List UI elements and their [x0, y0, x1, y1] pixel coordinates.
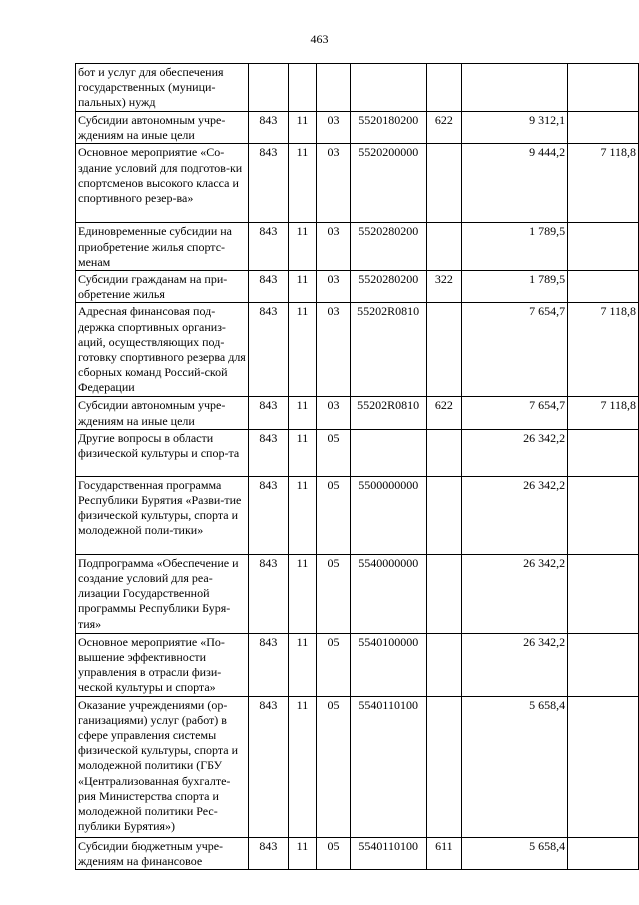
- cell-section: 11: [288, 476, 317, 554]
- cell-section: [288, 64, 317, 112]
- cell-vr: [426, 429, 462, 476]
- cell-name: Субсидии автономным учре-ждениям на иные цели: [76, 397, 249, 429]
- table-row: [76, 223, 639, 271]
- cell-amount: 26 342,2: [462, 554, 568, 633]
- cell-federal: [568, 223, 639, 271]
- table-row: [76, 64, 639, 112]
- cell-subsection: [317, 64, 351, 112]
- cell-federal: [568, 696, 639, 837]
- cell-amount: 9 444,2: [462, 144, 568, 223]
- cell-amount: 1 789,5: [462, 271, 568, 303]
- cell-amount: 26 342,2: [462, 633, 568, 696]
- cell-federal: [568, 112, 639, 144]
- cell-admin: 843: [249, 429, 289, 476]
- cell-section: 11: [288, 223, 317, 271]
- cell-amount: 1 789,5: [462, 223, 568, 271]
- cell-section: 11: [288, 696, 317, 837]
- cell-name: Государственная программа Республики Бурятия «Разви-тие физической культуры, спорта и молодежной поли-тики»: [76, 476, 249, 554]
- cell-amount: 7 654,7: [462, 303, 568, 397]
- cell-name: Субсидии гражданам на при-обретение жилья: [76, 271, 249, 303]
- cell-target: 5520280200: [350, 223, 426, 271]
- cell-subsection: 05: [317, 554, 351, 633]
- cell-name: Другие вопросы в области физической культуры и спор-та: [76, 429, 249, 476]
- cell-federal: [568, 554, 639, 633]
- cell-name: Субсидии автономным учре-ждениям на иные цели: [76, 112, 249, 144]
- cell-target: 5500000000: [350, 476, 426, 554]
- cell-name: Субсидии бюджетным учре-ждениям на финансовое: [76, 837, 249, 869]
- cell-section: 11: [288, 112, 317, 144]
- cell-admin: 843: [249, 303, 289, 397]
- cell-target: [350, 429, 426, 476]
- cell-federal: 7 118,8: [568, 303, 639, 397]
- cell-vr: [426, 303, 462, 397]
- cell-target: 5540000000: [350, 554, 426, 633]
- cell-amount: 7 654,7: [462, 397, 568, 429]
- cell-admin: 843: [249, 271, 289, 303]
- cell-federal: [568, 837, 639, 869]
- table-row: [76, 476, 639, 554]
- cell-admin: 843: [249, 633, 289, 696]
- cell-federal: [568, 476, 639, 554]
- cell-name: Единовременные субсидии на приобретение жилья спортс-менам: [76, 223, 249, 271]
- cell-vr: [426, 144, 462, 223]
- cell-subsection: 05: [317, 476, 351, 554]
- table-row: [76, 303, 639, 397]
- cell-subsection: 05: [317, 837, 351, 869]
- cell-target: 5540110100: [350, 696, 426, 837]
- cell-vr: [426, 64, 462, 112]
- cell-vr: [426, 696, 462, 837]
- table-row: [76, 554, 639, 633]
- cell-name: Подпрограмма «Обеспечение и создание условий для реа-лизации Государственной программы Республики Буря-тия»: [76, 554, 249, 633]
- cell-admin: 843: [249, 112, 289, 144]
- cell-target: 55202R0810: [350, 303, 426, 397]
- cell-section: 11: [288, 429, 317, 476]
- cell-section: 11: [288, 397, 317, 429]
- table-row: [76, 837, 639, 869]
- cell-vr: [426, 633, 462, 696]
- cell-target: [350, 64, 426, 112]
- cell-admin: 843: [249, 223, 289, 271]
- cell-amount: 26 342,2: [462, 476, 568, 554]
- cell-admin: 843: [249, 837, 289, 869]
- cell-vr: [426, 554, 462, 633]
- budget-table: [75, 63, 639, 870]
- table-row: [76, 144, 639, 223]
- cell-vr: 622: [426, 397, 462, 429]
- cell-name: Основное мероприятие «По-вышение эффективности управления в отрасли физи-ческой культуры и спорта»: [76, 633, 249, 696]
- cell-admin: [249, 64, 289, 112]
- cell-federal: [568, 271, 639, 303]
- cell-vr: 611: [426, 837, 462, 869]
- cell-subsection: 05: [317, 633, 351, 696]
- cell-vr: 622: [426, 112, 462, 144]
- cell-target: 5520180200: [350, 112, 426, 144]
- cell-amount: 5 658,4: [462, 696, 568, 837]
- cell-amount: 5 658,4: [462, 837, 568, 869]
- cell-section: 11: [288, 144, 317, 223]
- cell-subsection: 05: [317, 429, 351, 476]
- cell-subsection: 03: [317, 223, 351, 271]
- cell-vr: [426, 476, 462, 554]
- cell-target: 55202R0810: [350, 397, 426, 429]
- cell-subsection: 05: [317, 696, 351, 837]
- cell-target: 5540100000: [350, 633, 426, 696]
- cell-admin: 843: [249, 397, 289, 429]
- cell-amount: [462, 64, 568, 112]
- cell-name: бот и услуг для обеспечения государственных (муници-пальных) нужд: [76, 64, 249, 112]
- cell-admin: 843: [249, 554, 289, 633]
- table-row: [76, 633, 639, 696]
- cell-subsection: 03: [317, 271, 351, 303]
- cell-admin: 843: [249, 696, 289, 837]
- cell-subsection: 03: [317, 112, 351, 144]
- table-row: [76, 429, 639, 476]
- table-row: [76, 271, 639, 303]
- cell-target: 5520200000: [350, 144, 426, 223]
- cell-federal: 7 118,8: [568, 144, 639, 223]
- cell-admin: 843: [249, 476, 289, 554]
- cell-name: Оказание учреждениями (ор-ганизациями) услуг (работ) в сфере управления системы физической культуры, спорта и молодежной политики (ГБУ «Централизованная бухгалте-рия Министерства спорта и молодежной политики Рес-публики Бурятия»): [76, 696, 249, 837]
- cell-subsection: 03: [317, 397, 351, 429]
- cell-name: Адресная финансовая под-держка спортивных организ-аций, осуществляющих под-готовку спортивного резерва для сборных команд Россий-ской Федерации: [76, 303, 249, 397]
- cell-vr: 322: [426, 271, 462, 303]
- cell-name: Основное мероприятие «Со-здание условий для подготов-ки спортсменов высокого класса и спортивного резер-ва»: [76, 144, 249, 223]
- cell-amount: 9 312,1: [462, 112, 568, 144]
- cell-amount: 26 342,2: [462, 429, 568, 476]
- cell-admin: 843: [249, 144, 289, 223]
- cell-subsection: 03: [317, 144, 351, 223]
- cell-section: 11: [288, 303, 317, 397]
- cell-subsection: 03: [317, 303, 351, 397]
- cell-target: 5540110100: [350, 837, 426, 869]
- cell-section: 11: [288, 554, 317, 633]
- cell-federal: [568, 64, 639, 112]
- cell-federal: [568, 429, 639, 476]
- table-row: [76, 397, 639, 429]
- cell-vr: [426, 223, 462, 271]
- page-number: 463: [310, 32, 329, 46]
- table-row: [76, 112, 639, 144]
- cell-federal: 7 118,8: [568, 397, 639, 429]
- cell-section: 11: [288, 271, 317, 303]
- cell-federal: [568, 633, 639, 696]
- cell-section: 11: [288, 837, 317, 869]
- table-row: [76, 696, 639, 837]
- cell-target: 5520280200: [350, 271, 426, 303]
- cell-section: 11: [288, 633, 317, 696]
